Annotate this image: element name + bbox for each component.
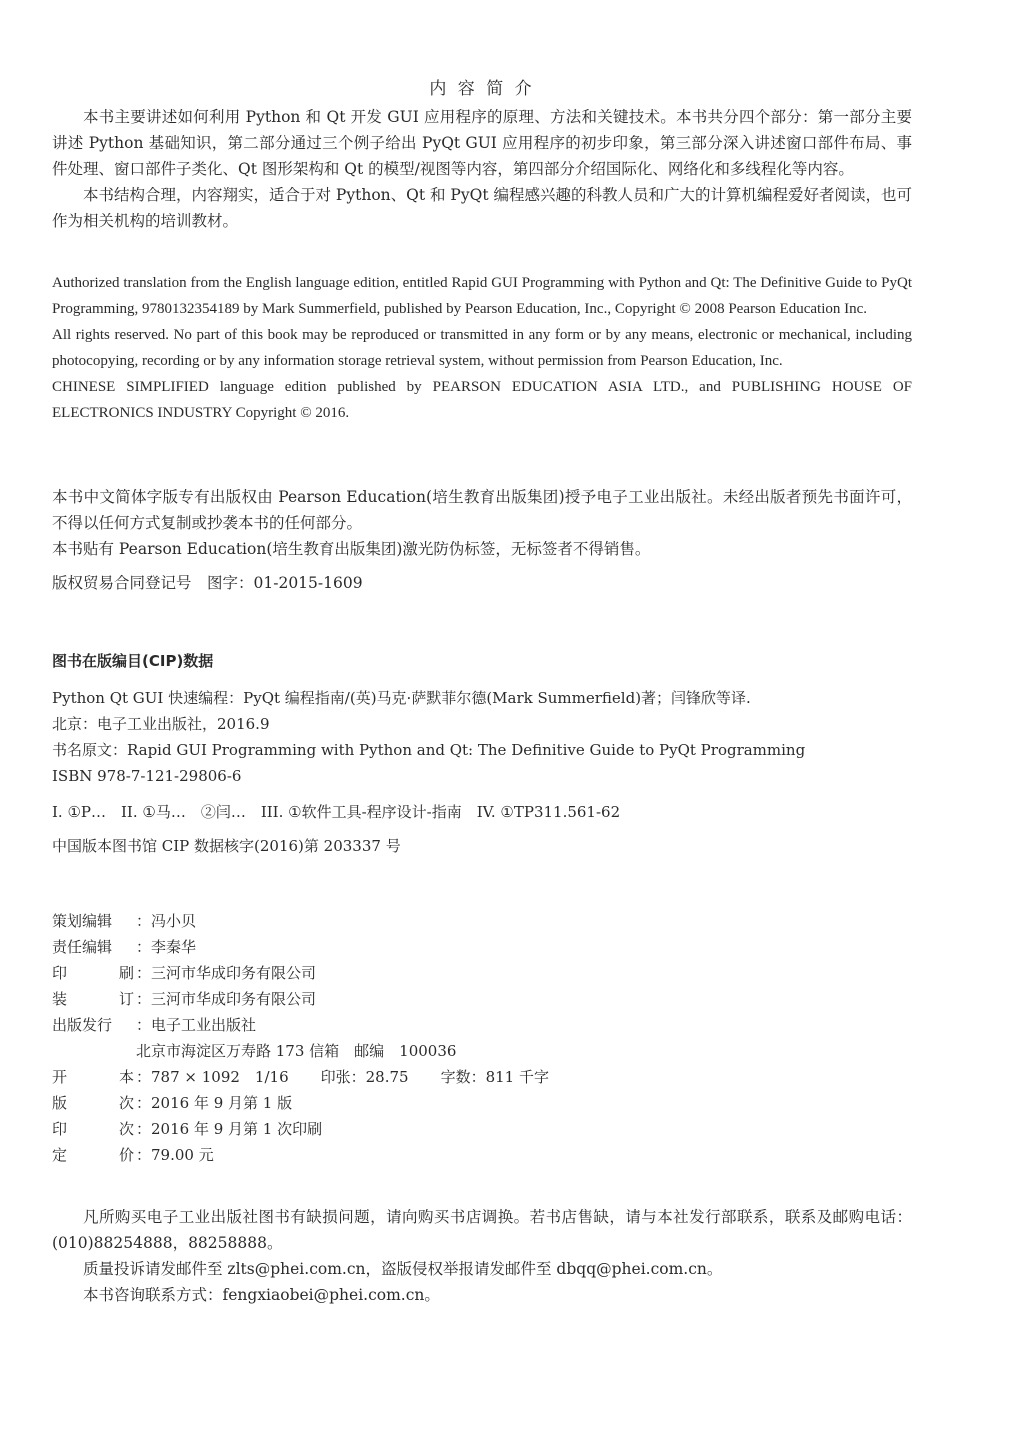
page-title: 内 容 简 介: [429, 79, 535, 99]
chinese-edition-notice: CHINESE SIMPLIFIED language edition published by PEARSON EDUCATION ASIA LTD., and PUBLISHING HOUSE OF ELECTRONICS INDUSTRY Copyright © 2016.: [52, 379, 912, 421]
price: 79.00 元: [151, 1146, 214, 1164]
summary-paragraph: 本书主要讲述如何利用 Python 和 Qt 开发 GUI 应用程序的原理、方法和关键技术。本书共分四个部分：第一部分主要讲述 Python 基础知识，第二部分通过三个例子给出 PyQt GUI 应用程序的初步印象，第三部分深入讲述窗口部件布局、事件处理、窗口部件子类化、Qt 图形架构和 Qt 的模型/视图等内容，第四部分介绍国际化、网络化和多线程化等内容。: [52, 108, 912, 178]
cip-line: 书名原文：Rapid GUI Programming with Python and Qt: The Definitive Guide to PyQt Programming: [52, 741, 806, 759]
sheets: 印张：28.75: [320, 1068, 409, 1086]
rights-notice: All rights reserved. No part of this book may be reproduced or transmitted in any form or by any means, electronic or mechanical, including photocopying, recording or by any information storage retrieval system, without permission from Pearson Education, Inc.: [52, 327, 912, 369]
responsible-editor: 李秦华: [151, 938, 197, 956]
publisher-address: 北京市海淀区万寿路 173 信箱 邮编 100036: [136, 1042, 457, 1060]
colophon-row: 责任编辑 ：李秦华: [52, 934, 912, 960]
cip-section: [52, 650, 912, 859]
binder: 三河市华成印务有限公司: [151, 990, 317, 1008]
planning-editor: 冯小贝: [151, 912, 197, 930]
publisher-rights-section: [52, 484, 912, 596]
printer: 三河市华成印务有限公司: [151, 964, 317, 982]
colophon-label: 策划编辑: [52, 912, 113, 930]
cip-heading: 图书在版编目(CIP)数据: [52, 652, 214, 670]
anti-counterfeit-notice: 本书贴有 Pearson Education(培生教育出版集团)激光防伪标签，无标签者不得销售。: [52, 540, 651, 558]
copyright-section: [52, 270, 912, 426]
cip-classification: I. ①P… II. ①马… ②闫… III. ①软件工具-程序设计-指南 IV. ①TP311.561-62: [52, 803, 621, 821]
colophon-row: 装 订 ：三河市华成印务有限公司: [52, 990, 317, 1008]
colophon-row: 版 次 ：2016 年 9 月第 1 版: [52, 1094, 293, 1112]
exclusive-rights-notice: 本书中文简体字版专有出版权由 Pearson Education(培生教育出版集团)授予电子工业出版社。未经出版者预先书面许可，不得以任何方式复制或抄袭本书的任何部分。: [52, 488, 912, 532]
colophon-row: 策划编辑 ：冯小贝: [52, 908, 912, 934]
cip-line: Python Qt GUI 快速编程：PyQt 编程指南/(英)马克·萨默菲尔德(Mark Summerfield)著；闫锋欣等译.: [52, 689, 751, 707]
word-count: 字数：811 千字: [440, 1068, 549, 1086]
format: 787 × 1092 1/16: [151, 1068, 289, 1086]
colophon-row: 出版发行 ：电子工业出版社: [52, 1012, 912, 1038]
impression: 2016 年 9 月第 1 次印刷: [151, 1120, 323, 1138]
isbn: ISBN 978-7-121-29806-6: [52, 767, 242, 785]
publisher: 电子工业出版社: [151, 1016, 257, 1034]
colophon-row: 印 刷 ：三河市华成印务有限公司: [52, 964, 317, 982]
contact-paragraph: 凡所购买电子工业出版社图书有缺损问题，请向购买书店调换。若书店售缺，请与本社发行部联系，联系及邮购电话：(010)88254888，88258888。: [52, 1208, 912, 1252]
summary-section: [52, 104, 912, 234]
colophon-row: 印 次 ：2016 年 9 月第 1 次印刷: [52, 1120, 323, 1138]
contact-paragraph: 质量投诉请发邮件至 zlts@phei.com.cn，盗版侵权举报请发邮件至 dbqq@phei.com.cn。: [83, 1260, 723, 1278]
cip-line: 北京：电子工业出版社，2016.9: [52, 715, 270, 733]
contract-number: 版权贸易合同登记号 图字：01-2015-1609: [52, 574, 363, 592]
colophon-label: 出版发行: [52, 1016, 113, 1034]
colophon-label: 责任编辑: [52, 938, 113, 956]
authorized-notice: Authorized translation from the English language edition, entitled Rapid GUI Programming with Python and Qt: The Definitive Guide to PyQt Programming, 9780132354189 by Mark Summerfield, published by Pearson Education, Inc., Copyright © 2008 Pearson Education Inc.: [52, 275, 912, 317]
contact-section: [52, 1204, 912, 1308]
cip-verify: 中国版本图书馆 CIP 数据核字(2016)第 203337 号: [52, 837, 401, 855]
colophon-row: 定 价 ：79.00 元: [52, 1146, 214, 1164]
contact-paragraph: 本书咨询联系方式：fengxiaobei@phei.com.cn。: [83, 1286, 440, 1304]
edition: 2016 年 9 月第 1 版: [151, 1094, 293, 1112]
colophon-row: 开 本 ：787 × 1092 1/16 印张：28.75 字数：811 千字: [52, 1068, 549, 1086]
summary-paragraph: 本书结构合理，内容翔实，适合于对 Python、Qt 和 PyQt 编程感兴趣的科教人员和广大的计算机编程爱好者阅读，也可作为相关机构的培训教材。: [52, 186, 912, 230]
colophon: [52, 908, 912, 1168]
